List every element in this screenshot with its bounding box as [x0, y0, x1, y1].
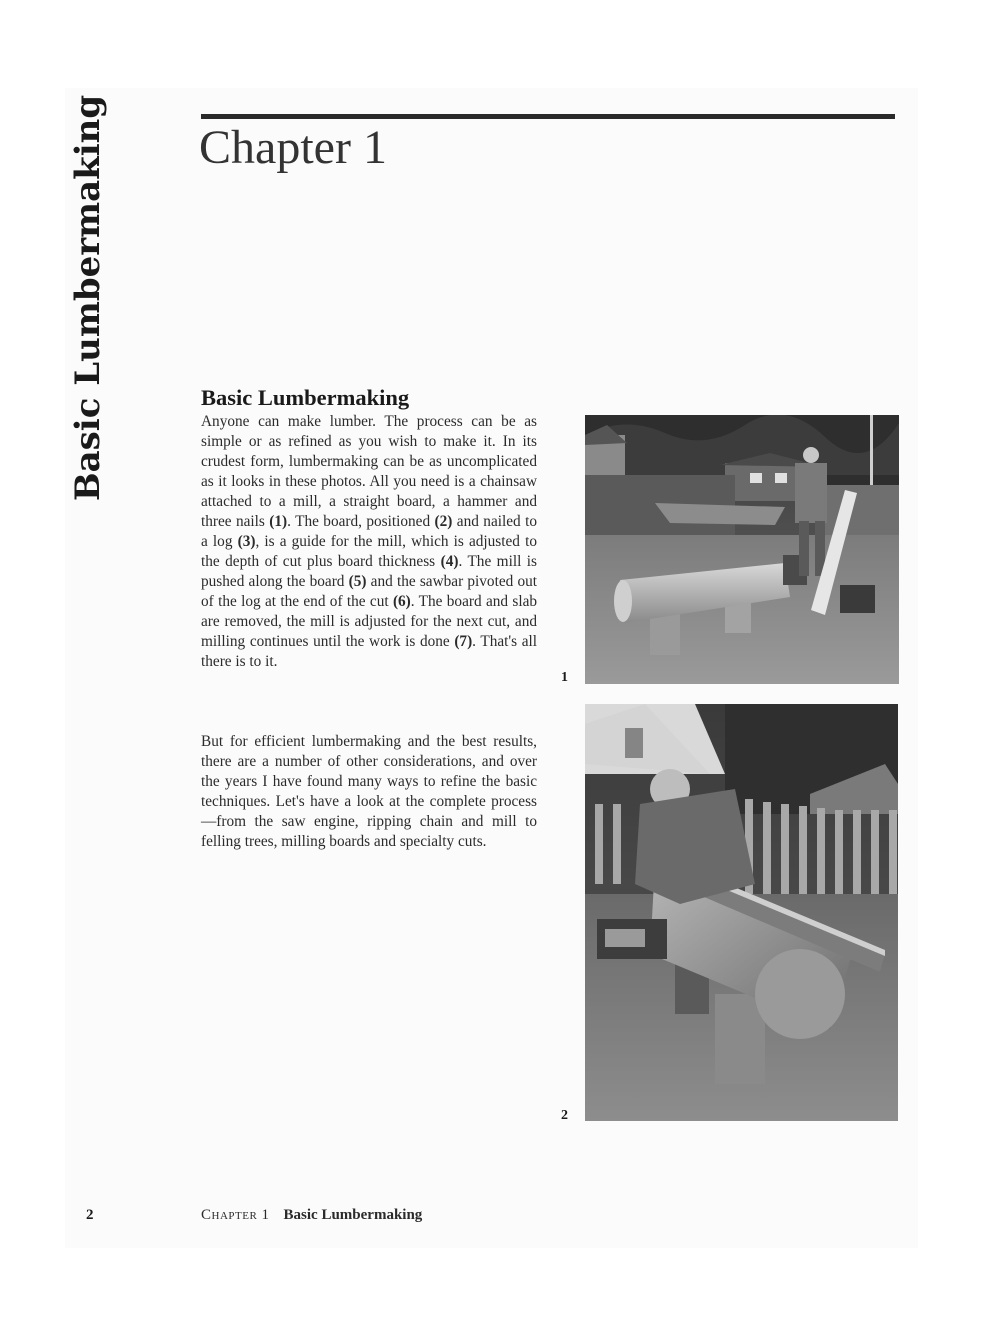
section-heading: Basic Lumbermaking — [201, 385, 410, 410]
footer-chapter-label: Chapter 1 — [201, 1207, 270, 1223]
side-title — [66, 94, 110, 502]
text-run: But for efficient lumbermaking and the best results, there are a number of other considerations, and over the years I have found many ways to refine the basic techniques. Let's have a look at the complete process—from the saw engine, ripping chain and mill to felling trees, milling boards and specialty cuts. — [201, 733, 537, 850]
text-run: , is a guide for the mill, which is adjusted to the depth of cut plus board thickness — [201, 533, 537, 570]
text-run: . The mill is pushed along the board — [201, 553, 537, 590]
running-footer — [201, 1207, 422, 1224]
figure-reference: (6) — [392, 593, 411, 610]
figure-reference: (3) — [237, 533, 256, 550]
figure-reference: (7) — [454, 633, 473, 650]
figure-reference: (5) — [348, 573, 367, 590]
chapter-title: Chapter 1 — [199, 121, 387, 174]
figure-2-photo — [585, 704, 898, 1121]
text-run: and nailed to a log — [201, 513, 537, 550]
body-paragraph-1 — [201, 412, 537, 672]
figure-2-number: 2 — [561, 1108, 568, 1123]
body-paragraph-2 — [201, 732, 537, 852]
footer-title: Basic Lumbermaking — [283, 1207, 423, 1223]
text-run: and the sawbar pivoted out of the log at the end of the cut — [201, 573, 537, 610]
text-run: . The board and slab are removed, the mill is adjusted for the next cut, and milling continues until the work is done — [201, 593, 538, 650]
text-run: . The board, positioned — [287, 513, 435, 530]
figure-1-photo — [585, 415, 899, 684]
page-number: 2 — [86, 1207, 94, 1223]
figure-reference: (2) — [434, 513, 453, 530]
text-run: Anyone can make lumber. The process can be as simple or as refined as you wish to make it. In its crudest form, lumbermaking can be as uncomplicated as it looks in these photos. All you need is a chainsaw attached to a mill, a straight board, a hammer and three nails — [201, 413, 537, 530]
figure-1-number: 1 — [561, 670, 568, 685]
figure-reference: (4) — [440, 553, 459, 570]
side-title-text: Basic Lumbermaking — [68, 94, 108, 502]
chapter-rule — [201, 114, 895, 119]
figure-reference: (1) — [269, 513, 288, 530]
text-run: . That's all there is to it. — [201, 633, 538, 670]
